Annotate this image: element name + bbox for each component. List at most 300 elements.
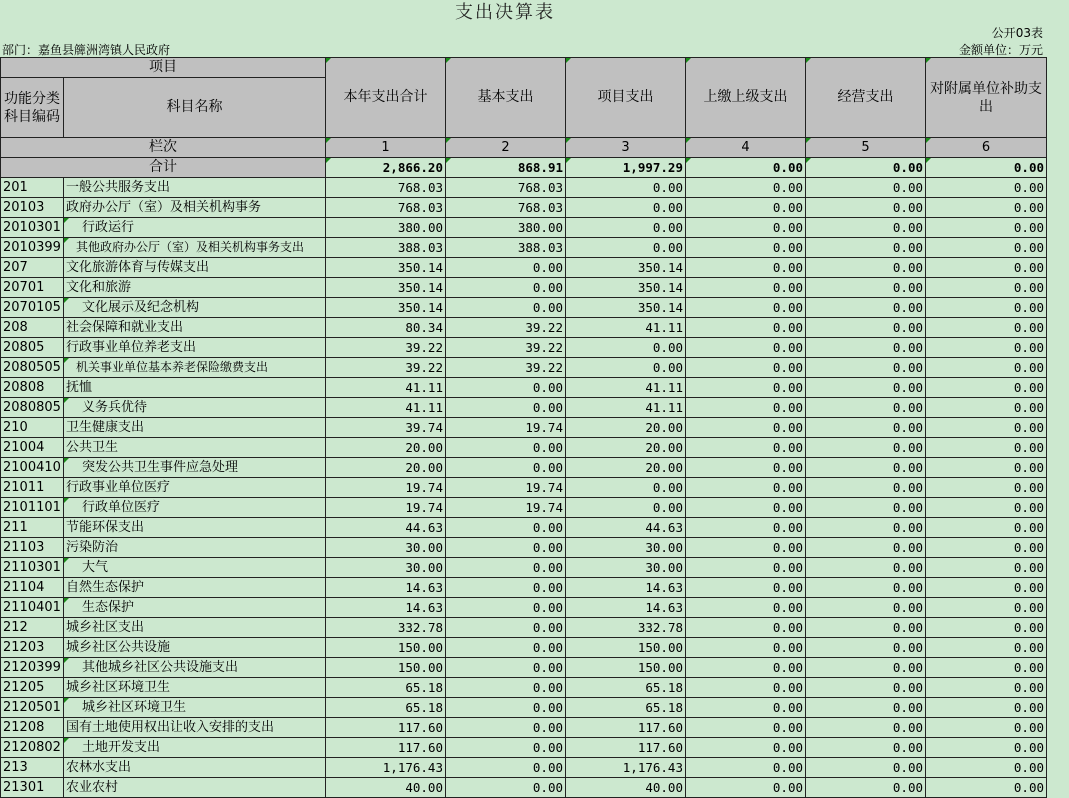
amount-cell[interactable]: 0.00 [806, 478, 926, 498]
func-code-cell[interactable]: 20808 [1, 378, 64, 398]
amount-cell[interactable]: 0.00 [926, 718, 1047, 738]
table-row [1, 438, 1047, 458]
func-code-cell[interactable]: 2080805 [1, 398, 64, 418]
func-code-cell[interactable]: 208 [1, 318, 64, 338]
amount-cell[interactable]: 1,176.43 [566, 758, 686, 778]
table-row [1, 578, 1047, 598]
amount-cell[interactable]: 0.00 [446, 598, 566, 618]
table-row [1, 478, 1047, 498]
func-code-cell[interactable]: 21104 [1, 578, 64, 598]
subject-name-cell[interactable]: 污染防治 [64, 538, 326, 558]
amount-cell[interactable]: 41.11 [326, 378, 446, 398]
table-row [1, 618, 1047, 638]
table-row [1, 718, 1047, 738]
amount-cell[interactable]: 0.00 [926, 278, 1047, 298]
amount-cell[interactable]: 0.00 [806, 558, 926, 578]
amount-cell[interactable]: 0.00 [446, 518, 566, 538]
amount-cell[interactable]: 0.00 [806, 678, 926, 698]
amount-cell[interactable]: 39.74 [326, 418, 446, 438]
total-label[interactable]: 合计 [1, 158, 326, 178]
amount-cell[interactable]: 0.00 [806, 658, 926, 678]
amount-cell[interactable]: 41.11 [566, 318, 686, 338]
amount-cell[interactable]: 0.00 [926, 478, 1047, 498]
table-row [1, 558, 1047, 578]
amount-cell[interactable]: 0.00 [806, 698, 926, 718]
subject-name-cell[interactable]: 政府办公厅（室）及相关机构事务 [64, 198, 326, 218]
amount-cell[interactable]: 0.00 [926, 358, 1047, 378]
func-code-cell[interactable]: 21205 [1, 678, 64, 698]
amount-cell[interactable]: 0.00 [926, 778, 1047, 798]
amount-cell[interactable]: 0.00 [686, 558, 806, 578]
amount-cell[interactable]: 350.14 [566, 258, 686, 278]
amount-cell[interactable]: 350.14 [326, 278, 446, 298]
amount-cell[interactable]: 44.63 [566, 518, 686, 538]
subject-name-cell[interactable]: 城乡社区公共设施 [64, 638, 326, 658]
amount-cell[interactable]: 0.00 [926, 178, 1047, 198]
amount-cell[interactable]: 0.00 [686, 678, 806, 698]
amount-cell[interactable]: 0.00 [446, 278, 566, 298]
func-code-cell[interactable]: 2010301 [1, 218, 64, 238]
form-code: 公开03表 [991, 26, 1043, 40]
amount-cell[interactable]: 20.00 [566, 458, 686, 478]
func-code-cell[interactable]: 201 [1, 178, 64, 198]
amount-cell[interactable]: 0.00 [566, 238, 686, 258]
func-code-cell[interactable]: 2120501 [1, 698, 64, 718]
amount-cell[interactable]: 0.00 [806, 338, 926, 358]
amount-cell[interactable]: 0.00 [806, 598, 926, 618]
amount-cell[interactable]: 20.00 [566, 418, 686, 438]
amount-cell[interactable]: 0.00 [446, 638, 566, 658]
amount-cell[interactable]: 39.22 [326, 358, 446, 378]
amount-cell[interactable]: 0.00 [926, 418, 1047, 438]
amount-cell[interactable]: 0.00 [686, 258, 806, 278]
col-number[interactable]: 2 [446, 138, 566, 158]
amount-cell[interactable]: 0.00 [806, 258, 926, 278]
amount-cell[interactable]: 0.00 [686, 418, 806, 438]
func-code-cell[interactable]: 212 [1, 618, 64, 638]
amount-cell[interactable]: 0.00 [686, 618, 806, 638]
table-row [1, 198, 1047, 218]
amount-cell[interactable]: 0.00 [806, 318, 926, 338]
amount-cell[interactable]: 0.00 [806, 238, 926, 258]
amount-cell[interactable]: 39.22 [446, 318, 566, 338]
amount-cell[interactable]: 0.00 [566, 338, 686, 358]
unit-label: 金额单位：万元 [958, 43, 1043, 57]
amount-cell[interactable]: 350.14 [326, 258, 446, 278]
amount-cell[interactable]: 0.00 [806, 358, 926, 378]
amount-cell[interactable]: 117.60 [566, 738, 686, 758]
amount-cell[interactable]: 44.63 [326, 518, 446, 538]
amount-cell[interactable]: 0.00 [806, 498, 926, 518]
amount-cell[interactable]: 40.00 [326, 778, 446, 798]
subject-name-header[interactable]: 科目名称 [64, 78, 326, 138]
table-row [1, 318, 1047, 338]
amount-cell[interactable]: 0.00 [446, 258, 566, 278]
amount-cell[interactable]: 0.00 [446, 298, 566, 318]
amount-cell[interactable]: 65.18 [326, 698, 446, 718]
amount-cell[interactable]: 380.00 [326, 218, 446, 238]
func-code-cell[interactable]: 211 [1, 518, 64, 538]
func-code-cell[interactable]: 21208 [1, 718, 64, 738]
amount-cell[interactable]: 0.00 [806, 418, 926, 438]
subject-name-cell[interactable]: 行政事业单位医疗 [64, 478, 326, 498]
amount-cell[interactable]: 350.14 [566, 298, 686, 318]
amount-cell[interactable]: 0.00 [686, 398, 806, 418]
amount-cell[interactable]: 117.60 [566, 718, 686, 738]
amount-cell[interactable]: 0.00 [806, 298, 926, 318]
amount-cell[interactable]: 768.03 [326, 198, 446, 218]
subject-name-cell[interactable]: 城乡社区支出 [64, 618, 326, 638]
amount-cell[interactable]: 0.00 [806, 378, 926, 398]
amount-cell[interactable]: 0.00 [926, 618, 1047, 638]
subject-name-cell[interactable]: 行政事业单位养老支出 [64, 338, 326, 358]
total-cell[interactable]: 1,997.29 [566, 158, 686, 178]
amount-cell[interactable]: 0.00 [686, 598, 806, 618]
amount-cell[interactable]: 30.00 [566, 558, 686, 578]
func-code-cell[interactable]: 2110301 [1, 558, 64, 578]
project-header[interactable]: 项目 [1, 58, 326, 78]
amount-cell[interactable]: 39.22 [446, 338, 566, 358]
amount-cell[interactable]: 0.00 [926, 238, 1047, 258]
table-row [1, 258, 1047, 278]
amount-cell[interactable]: 39.22 [326, 338, 446, 358]
table-row [1, 518, 1047, 538]
amount-cell[interactable]: 768.03 [446, 198, 566, 218]
document-title: 支出决算表 [455, 2, 555, 23]
lanci-label[interactable]: 栏次 [1, 138, 326, 158]
amount-cell[interactable]: 0.00 [566, 218, 686, 238]
func-code-cell[interactable]: 21301 [1, 778, 64, 798]
amount-cell[interactable]: 0.00 [446, 758, 566, 778]
amount-cell[interactable]: 150.00 [566, 658, 686, 678]
amount-cell[interactable]: 0.00 [686, 278, 806, 298]
amount-cell[interactable]: 0.00 [446, 378, 566, 398]
amount-cell[interactable]: 768.03 [326, 178, 446, 198]
amount-cell[interactable]: 0.00 [806, 618, 926, 638]
amount-cell[interactable]: 0.00 [686, 778, 806, 798]
subject-name-cell[interactable]: 自然生态保护 [64, 578, 326, 598]
amount-cell[interactable]: 0.00 [446, 678, 566, 698]
amount-cell[interactable]: 0.00 [806, 718, 926, 738]
amount-cell[interactable]: 0.00 [926, 758, 1047, 778]
amount-cell[interactable]: 39.22 [446, 358, 566, 378]
amount-cell[interactable]: 0.00 [926, 638, 1047, 658]
amount-cell[interactable]: 0.00 [686, 698, 806, 718]
table-body [1, 178, 1047, 798]
subject-name-cell[interactable]: 文化和旅游 [64, 278, 326, 298]
subject-name-cell[interactable]: 社会保障和就业支出 [64, 318, 326, 338]
amount-cell[interactable]: 0.00 [926, 198, 1047, 218]
amount-cell[interactable]: 150.00 [326, 658, 446, 678]
func-code-header[interactable]: 功能分类科目编码 [1, 78, 64, 138]
amount-cell[interactable]: 0.00 [806, 758, 926, 778]
subject-name-cell[interactable]: 大气 [64, 558, 326, 578]
amount-cell[interactable]: 41.11 [566, 378, 686, 398]
table-row [1, 758, 1047, 778]
amount-cell[interactable]: 1,176.43 [326, 758, 446, 778]
subject-name-cell[interactable]: 其他城乡社区公共设施支出 [64, 658, 326, 678]
amount-cell[interactable]: 0.00 [686, 738, 806, 758]
amount-cell[interactable]: 0.00 [686, 298, 806, 318]
amount-cell[interactable]: 0.00 [926, 398, 1047, 418]
table-row [1, 418, 1047, 438]
func-code-cell[interactable]: 2110401 [1, 598, 64, 618]
func-code-cell[interactable]: 20103 [1, 198, 64, 218]
amount-cell[interactable]: 117.60 [326, 718, 446, 738]
amount-cell[interactable]: 0.00 [806, 638, 926, 658]
amount-cell[interactable]: 0.00 [806, 218, 926, 238]
subject-name-cell[interactable]: 其他政府办公厅（室）及相关机构事务支出 [64, 238, 326, 258]
amount-cell[interactable]: 0.00 [686, 518, 806, 538]
total-cell[interactable]: 868.91 [446, 158, 566, 178]
table-row [1, 698, 1047, 718]
amount-cell[interactable]: 20.00 [566, 438, 686, 458]
amount-cell[interactable]: 0.00 [806, 438, 926, 458]
amount-cell[interactable]: 0.00 [686, 218, 806, 238]
total-cell[interactable]: 2,866.20 [326, 158, 446, 178]
amount-cell[interactable]: 0.00 [686, 198, 806, 218]
amount-cell[interactable]: 0.00 [806, 518, 926, 538]
func-code-cell[interactable]: 213 [1, 758, 64, 778]
amount-cell[interactable]: 65.18 [326, 678, 446, 698]
amount-cell[interactable]: 388.03 [326, 238, 446, 258]
subject-name-cell[interactable]: 农业农村 [64, 778, 326, 798]
amount-cell[interactable]: 0.00 [446, 618, 566, 638]
subject-name-cell[interactable]: 土地开发支出 [64, 738, 326, 758]
table-row [1, 538, 1047, 558]
subject-name-cell[interactable]: 行政运行 [64, 218, 326, 238]
func-code-cell[interactable]: 2080505 [1, 358, 64, 378]
amount-cell[interactable]: 0.00 [686, 458, 806, 478]
amount-cell[interactable]: 41.11 [566, 398, 686, 418]
amount-cell[interactable]: 0.00 [926, 678, 1047, 698]
amount-cell[interactable]: 0.00 [446, 578, 566, 598]
amount-cell[interactable]: 117.60 [326, 738, 446, 758]
amount-cell[interactable]: 0.00 [686, 358, 806, 378]
subject-name-cell[interactable]: 农林水支出 [64, 758, 326, 778]
subject-name-cell[interactable]: 卫生健康支出 [64, 418, 326, 438]
amount-cell[interactable]: 332.78 [566, 618, 686, 638]
amount-cell[interactable]: 0.00 [806, 578, 926, 598]
amount-cell[interactable]: 0.00 [446, 778, 566, 798]
amount-cell[interactable]: 0.00 [566, 198, 686, 218]
amount-cell[interactable]: 0.00 [926, 338, 1047, 358]
amount-cell[interactable]: 0.00 [686, 178, 806, 198]
table-row [1, 678, 1047, 698]
amount-cell[interactable]: 350.14 [326, 298, 446, 318]
subject-name-cell[interactable]: 节能环保支出 [64, 518, 326, 538]
amount-cell[interactable]: 0.00 [926, 658, 1047, 678]
amount-cell[interactable]: 30.00 [326, 538, 446, 558]
amount-cell[interactable]: 0.00 [806, 738, 926, 758]
subject-name-cell[interactable]: 生态保护 [64, 598, 326, 618]
amount-cell[interactable]: 0.00 [926, 578, 1047, 598]
amount-cell[interactable]: 30.00 [566, 538, 686, 558]
amount-cell[interactable]: 14.63 [566, 578, 686, 598]
table-row [1, 778, 1047, 798]
amount-cell[interactable]: 150.00 [566, 638, 686, 658]
table-row [1, 378, 1047, 398]
func-code-cell[interactable]: 21004 [1, 438, 64, 458]
table-row [1, 358, 1047, 378]
amount-cell[interactable]: 65.18 [566, 678, 686, 698]
amount-cell[interactable]: 19.74 [326, 478, 446, 498]
amount-cell[interactable]: 0.00 [686, 578, 806, 598]
amount-cell[interactable]: 19.74 [326, 498, 446, 518]
total-cell[interactable]: 0.00 [686, 158, 806, 178]
amount-cell[interactable]: 0.00 [566, 498, 686, 518]
col-header-project[interactable]: 项目支出 [566, 58, 686, 138]
amount-cell[interactable]: 0.00 [926, 378, 1047, 398]
amount-cell[interactable]: 0.00 [446, 558, 566, 578]
amount-cell[interactable]: 40.00 [566, 778, 686, 798]
amount-cell[interactable]: 0.00 [446, 398, 566, 418]
amount-cell[interactable]: 0.00 [926, 458, 1047, 478]
table-row [1, 498, 1047, 518]
amount-cell[interactable]: 19.74 [446, 478, 566, 498]
amount-cell[interactable]: 0.00 [446, 698, 566, 718]
col-number[interactable]: 3 [566, 138, 686, 158]
amount-cell[interactable]: 0.00 [566, 358, 686, 378]
amount-cell[interactable]: 0.00 [686, 338, 806, 358]
amount-cell[interactable]: 0.00 [686, 318, 806, 338]
amount-cell[interactable]: 41.11 [326, 398, 446, 418]
amount-cell[interactable]: 0.00 [926, 738, 1047, 758]
amount-cell[interactable]: 0.00 [806, 278, 926, 298]
total-cell[interactable]: 0.00 [926, 158, 1047, 178]
amount-cell[interactable]: 0.00 [926, 218, 1047, 238]
amount-cell[interactable]: 0.00 [446, 538, 566, 558]
func-code-cell[interactable]: 21011 [1, 478, 64, 498]
amount-cell[interactable]: 14.63 [326, 598, 446, 618]
func-code-cell[interactable]: 21203 [1, 638, 64, 658]
amount-cell[interactable]: 0.00 [806, 398, 926, 418]
amount-cell[interactable]: 0.00 [806, 198, 926, 218]
subject-name-cell[interactable]: 城乡社区环境卫生 [64, 678, 326, 698]
amount-cell[interactable]: 0.00 [446, 658, 566, 678]
table-row [1, 218, 1047, 238]
amount-cell[interactable]: 332.78 [326, 618, 446, 638]
table-row [1, 278, 1047, 298]
amount-cell[interactable]: 0.00 [686, 498, 806, 518]
amount-cell[interactable]: 20.00 [326, 438, 446, 458]
expenditure-table [0, 57, 1047, 798]
amount-cell[interactable]: 0.00 [926, 298, 1047, 318]
total-cell[interactable]: 0.00 [806, 158, 926, 178]
subject-name-cell[interactable]: 抚恤 [64, 378, 326, 398]
amount-cell[interactable]: 0.00 [806, 458, 926, 478]
table-row [1, 738, 1047, 758]
amount-cell[interactable]: 0.00 [686, 638, 806, 658]
subject-name-cell[interactable]: 一般公共服务支出 [64, 178, 326, 198]
subject-name-cell[interactable]: 文化旅游体育与传媒支出 [64, 258, 326, 278]
subject-name-cell[interactable]: 义务兵优待 [64, 398, 326, 418]
amount-cell[interactable]: 0.00 [566, 478, 686, 498]
amount-cell[interactable]: 0.00 [806, 778, 926, 798]
table-row [1, 298, 1047, 318]
subject-name-cell[interactable]: 机关事业单位基本养老保险缴费支出 [64, 358, 326, 378]
subject-name-cell[interactable]: 文化展示及纪念机构 [64, 298, 326, 318]
subject-name-cell[interactable]: 行政单位医疗 [64, 498, 326, 518]
amount-cell[interactable]: 0.00 [686, 378, 806, 398]
col-header-upper[interactable]: 上缴上级支出 [686, 58, 806, 138]
amount-cell[interactable]: 0.00 [926, 598, 1047, 618]
col-number[interactable]: 5 [806, 138, 926, 158]
col-header-basic[interactable]: 基本支出 [446, 58, 566, 138]
col-header-business[interactable]: 经营支出 [806, 58, 926, 138]
amount-cell[interactable]: 388.03 [446, 238, 566, 258]
func-code-cell[interactable]: 2070105 [1, 298, 64, 318]
amount-cell[interactable]: 0.00 [926, 438, 1047, 458]
amount-cell[interactable]: 380.00 [446, 218, 566, 238]
func-code-cell[interactable]: 2100410 [1, 458, 64, 478]
subject-name-cell[interactable]: 公共卫生 [64, 438, 326, 458]
func-code-cell[interactable]: 21103 [1, 538, 64, 558]
col-number[interactable]: 6 [926, 138, 1047, 158]
func-code-cell[interactable]: 2120399 [1, 658, 64, 678]
amount-cell[interactable]: 14.63 [326, 578, 446, 598]
func-code-cell[interactable]: 210 [1, 418, 64, 438]
amount-cell[interactable]: 150.00 [326, 638, 446, 658]
amount-cell[interactable]: 80.34 [326, 318, 446, 338]
func-code-cell[interactable]: 207 [1, 258, 64, 278]
col-number[interactable]: 1 [326, 138, 446, 158]
amount-cell[interactable]: 0.00 [806, 538, 926, 558]
amount-cell[interactable]: 0.00 [686, 658, 806, 678]
func-code-cell[interactable]: 2120802 [1, 738, 64, 758]
amount-cell[interactable]: 350.14 [566, 278, 686, 298]
amount-cell[interactable]: 0.00 [686, 438, 806, 458]
amount-cell[interactable]: 30.00 [326, 558, 446, 578]
amount-cell[interactable]: 0.00 [926, 558, 1047, 578]
func-code-cell[interactable]: 20701 [1, 278, 64, 298]
table-row [1, 398, 1047, 418]
amount-cell[interactable]: 0.00 [926, 498, 1047, 518]
amount-cell[interactable]: 0.00 [446, 458, 566, 478]
amount-cell[interactable]: 19.74 [446, 498, 566, 518]
amount-cell[interactable]: 0.00 [806, 178, 926, 198]
subject-name-cell[interactable]: 突发公共卫生事件应急处理 [64, 458, 326, 478]
amount-cell[interactable]: 0.00 [686, 538, 806, 558]
amount-cell[interactable]: 0.00 [686, 238, 806, 258]
subject-name-cell[interactable]: 国有土地使用权出让收入安排的支出 [64, 718, 326, 738]
amount-cell[interactable]: 0.00 [926, 318, 1047, 338]
amount-cell[interactable]: 0.00 [446, 438, 566, 458]
col-header-total[interactable]: 本年支出合计 [326, 58, 446, 138]
func-code-cell[interactable]: 2010399 [1, 238, 64, 258]
amount-cell[interactable]: 20.00 [326, 458, 446, 478]
amount-cell[interactable]: 0.00 [926, 258, 1047, 278]
amount-cell[interactable]: 0.00 [686, 718, 806, 738]
col-number[interactable]: 4 [686, 138, 806, 158]
amount-cell[interactable]: 0.00 [566, 178, 686, 198]
amount-cell[interactable]: 14.63 [566, 598, 686, 618]
amount-cell[interactable]: 0.00 [926, 698, 1047, 718]
func-code-cell[interactable]: 2101101 [1, 498, 64, 518]
amount-cell[interactable]: 0.00 [446, 738, 566, 758]
col-header-subsidy[interactable]: 对附属单位补助支出 [926, 58, 1047, 138]
amount-cell[interactable]: 19.74 [446, 418, 566, 438]
amount-cell[interactable]: 0.00 [926, 518, 1047, 538]
amount-cell[interactable]: 65.18 [566, 698, 686, 718]
amount-cell[interactable]: 0.00 [446, 718, 566, 738]
subject-name-cell[interactable]: 城乡社区环境卫生 [64, 698, 326, 718]
amount-cell[interactable]: 0.00 [926, 538, 1047, 558]
func-code-cell[interactable]: 20805 [1, 338, 64, 358]
amount-cell[interactable]: 768.03 [446, 178, 566, 198]
amount-cell[interactable]: 0.00 [686, 478, 806, 498]
amount-cell[interactable]: 0.00 [686, 758, 806, 778]
